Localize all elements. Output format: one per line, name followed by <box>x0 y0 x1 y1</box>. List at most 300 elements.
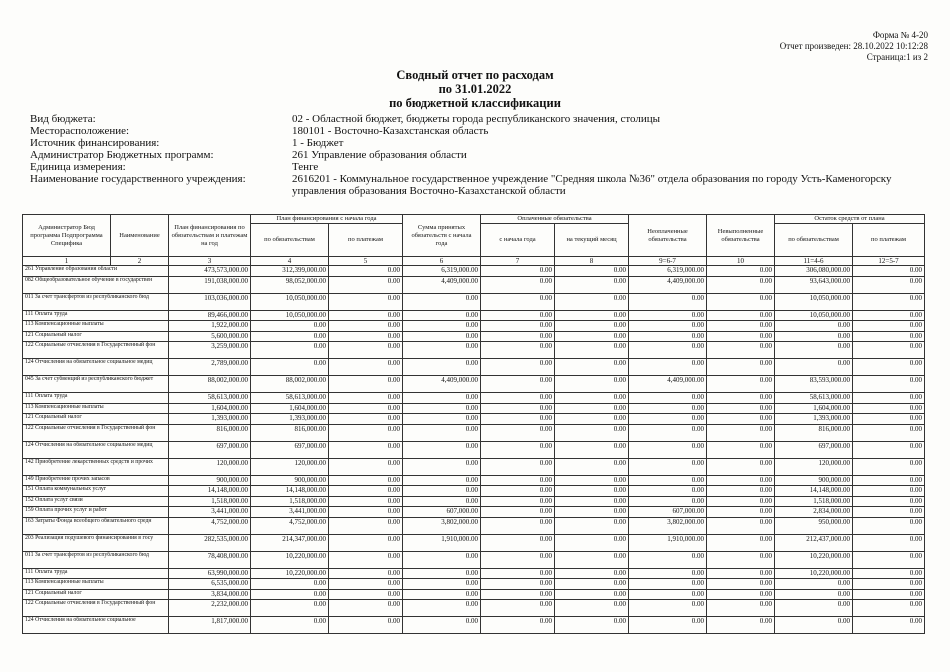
row-classification: 122 Социальные отчисления в Государственный фон <box>23 424 169 441</box>
cell-unperf: 0.00 <box>707 331 775 342</box>
row-classification: 045 За счет субвенций из республиканского бюджет <box>23 376 169 393</box>
cell-pay: 0.00 <box>329 600 403 617</box>
cell-p2: 0.00 <box>555 424 629 441</box>
cell-acc: 607,000.00 <box>403 507 481 518</box>
col-rem-payments: по платежам <box>853 224 925 257</box>
cell-unpaid: 0.00 <box>629 486 707 497</box>
cell-r2: 0.00 <box>853 359 925 376</box>
cell-plan: 5,600,000.00 <box>169 331 251 342</box>
cell-plan: 103,036,000.00 <box>169 293 251 310</box>
cell-unpaid: 0.00 <box>629 579 707 590</box>
cell-acc: 6,319,000.00 <box>403 266 481 277</box>
cell-plan: 120,000.00 <box>169 458 251 475</box>
table-row <box>23 496 925 507</box>
column-number: 12=5-7 <box>853 257 925 266</box>
column-number-row <box>23 257 925 266</box>
cell-p1: 0.00 <box>481 496 555 507</box>
col-admin: Администратор Бюд программа Подпрограмма Специфика <box>23 215 111 257</box>
info-value: 261 Управление образования области <box>292 149 467 161</box>
cell-unperf: 0.00 <box>707 376 775 393</box>
cell-p2: 0.00 <box>555 342 629 359</box>
cell-pay: 0.00 <box>329 376 403 393</box>
cell-obl: 312,399,000.00 <box>251 266 329 277</box>
table-row <box>23 441 925 458</box>
column-number: 9=6-7 <box>629 257 707 266</box>
table-row <box>23 393 925 404</box>
table-row <box>23 579 925 590</box>
cell-p2: 0.00 <box>555 551 629 568</box>
cell-r1: 1,393,000.00 <box>775 414 853 425</box>
column-number: 7 <box>481 257 555 266</box>
cell-unpaid: 0.00 <box>629 475 707 486</box>
cell-acc: 0.00 <box>403 414 481 425</box>
cell-r1: 212,437,000.00 <box>775 534 853 551</box>
cell-p1: 0.00 <box>481 359 555 376</box>
cell-plan: 1,817,000.00 <box>169 617 251 634</box>
cell-unperf: 0.00 <box>707 458 775 475</box>
cell-unperf: 0.00 <box>707 414 775 425</box>
info-label: Администратор Бюджетных программ: <box>30 149 214 161</box>
cell-r1: 950,000.00 <box>775 517 853 534</box>
page-counter: Страница:1 из 2 <box>866 52 928 62</box>
cell-unpaid: 0.00 <box>629 393 707 404</box>
cell-unperf: 0.00 <box>707 486 775 497</box>
col-by-payments: по платежам <box>329 224 403 257</box>
col-by-obligations: по обязательствам <box>251 224 329 257</box>
cell-unpaid: 0.00 <box>629 568 707 579</box>
cell-plan: 63,990,000.00 <box>169 568 251 579</box>
cell-p2: 0.00 <box>555 403 629 414</box>
row-classification: 122 Социальные отчисления в Государственный фон <box>23 342 169 359</box>
cell-r1: 93,643,000.00 <box>775 276 853 293</box>
cell-unperf: 0.00 <box>707 321 775 332</box>
cell-acc: 0.00 <box>403 475 481 486</box>
cell-acc: 0.00 <box>403 551 481 568</box>
cell-unperf: 0.00 <box>707 600 775 617</box>
row-classification: 082 Общеобразовательное обучение в государствен <box>23 276 169 293</box>
cell-acc: 0.00 <box>403 393 481 404</box>
cell-unpaid: 4,409,000.00 <box>629 276 707 293</box>
table-row <box>23 568 925 579</box>
cell-obl: 697,000.00 <box>251 441 329 458</box>
col-plan: План финансирования по обязательствам и платежам на год <box>169 215 251 257</box>
cell-unpaid: 0.00 <box>629 403 707 414</box>
cell-plan: 282,535,000.00 <box>169 534 251 551</box>
cell-unperf: 0.00 <box>707 551 775 568</box>
table-row <box>23 414 925 425</box>
cell-acc: 4,409,000.00 <box>403 276 481 293</box>
cell-p1: 0.00 <box>481 486 555 497</box>
cell-r2: 0.00 <box>853 441 925 458</box>
table-row <box>23 266 925 277</box>
column-number: 5 <box>329 257 403 266</box>
cell-r2: 0.00 <box>853 293 925 310</box>
cell-acc: 0.00 <box>403 403 481 414</box>
cell-unperf: 0.00 <box>707 424 775 441</box>
cell-r1: 83,593,000.00 <box>775 376 853 393</box>
cell-unpaid: 0.00 <box>629 414 707 425</box>
cell-pay: 0.00 <box>329 589 403 600</box>
cell-p2: 0.00 <box>555 568 629 579</box>
cell-r2: 0.00 <box>853 321 925 332</box>
cell-r2: 0.00 <box>853 424 925 441</box>
cell-r2: 0.00 <box>853 266 925 277</box>
row-classification: 151 Оплата коммунальных услуг <box>23 486 169 497</box>
cell-p1: 0.00 <box>481 458 555 475</box>
column-number: 8 <box>555 257 629 266</box>
cell-r2: 0.00 <box>853 310 925 321</box>
cell-r2: 0.00 <box>853 507 925 518</box>
cell-p1: 0.00 <box>481 507 555 518</box>
cell-r1: 0.00 <box>775 600 853 617</box>
cell-r2: 0.00 <box>853 331 925 342</box>
cell-acc: 4,409,000.00 <box>403 376 481 393</box>
cell-r1: 10,220,000.00 <box>775 568 853 579</box>
cell-p1: 0.00 <box>481 568 555 579</box>
cell-unperf: 0.00 <box>707 568 775 579</box>
cell-r2: 0.00 <box>853 403 925 414</box>
cell-pay: 0.00 <box>329 266 403 277</box>
table-row <box>23 403 925 414</box>
cell-obl: 4,752,000.00 <box>251 517 329 534</box>
cell-p2: 0.00 <box>555 331 629 342</box>
info-row <box>30 137 892 149</box>
cell-obl: 0.00 <box>251 321 329 332</box>
info-row <box>30 113 892 125</box>
column-number: 3 <box>169 257 251 266</box>
cell-unperf: 0.00 <box>707 507 775 518</box>
cell-acc: 0.00 <box>403 496 481 507</box>
info-label: Источник финансирования: <box>30 137 160 149</box>
cell-acc: 3,802,000.00 <box>403 517 481 534</box>
table-row <box>23 589 925 600</box>
col-unpaid: Неоплаченные обязательства <box>629 215 707 257</box>
cell-unperf: 0.00 <box>707 276 775 293</box>
cell-p1: 0.00 <box>481 331 555 342</box>
cell-p2: 0.00 <box>555 600 629 617</box>
cell-p2: 0.00 <box>555 276 629 293</box>
cell-r1: 306,080,000.00 <box>775 266 853 277</box>
cell-r1: 14,148,000.00 <box>775 486 853 497</box>
report-title <box>0 68 950 110</box>
cell-r1: 0.00 <box>775 579 853 590</box>
table-row <box>23 276 925 293</box>
cell-unperf: 0.00 <box>707 310 775 321</box>
cell-plan: 191,038,000.00 <box>169 276 251 293</box>
cell-pay: 0.00 <box>329 441 403 458</box>
cell-p2: 0.00 <box>555 321 629 332</box>
row-classification: 163 Затраты Фонда всеобщего обязательного средн <box>23 517 169 534</box>
form-number: Форма № 4-20 <box>872 30 928 40</box>
row-classification: 124 Отчисления на обязательное социальное медиц <box>23 359 169 376</box>
cell-acc: 0.00 <box>403 342 481 359</box>
cell-r1: 816,000.00 <box>775 424 853 441</box>
cell-p2: 0.00 <box>555 579 629 590</box>
cell-r1: 0.00 <box>775 342 853 359</box>
row-classification: 111 Оплата труда <box>23 310 169 321</box>
cell-unpaid: 0.00 <box>629 458 707 475</box>
table-row <box>23 507 925 518</box>
row-classification: 122 Социальные отчисления в Государственный фон <box>23 600 169 617</box>
cell-pay: 0.00 <box>329 331 403 342</box>
cell-plan: 3,834,000.00 <box>169 589 251 600</box>
cell-obl: 0.00 <box>251 342 329 359</box>
cell-pay: 0.00 <box>329 475 403 486</box>
col-paid-current-month: на текущий месяц <box>555 224 629 257</box>
cell-obl: 10,220,000.00 <box>251 551 329 568</box>
table-row <box>23 458 925 475</box>
row-classification: 113 Компенсационные выплаты <box>23 579 169 590</box>
cell-p1: 0.00 <box>481 403 555 414</box>
cell-unpaid: 0.00 <box>629 310 707 321</box>
cell-unperf: 0.00 <box>707 403 775 414</box>
cell-r1: 10,050,000.00 <box>775 293 853 310</box>
cell-unpaid: 0.00 <box>629 589 707 600</box>
table-row <box>23 551 925 568</box>
info-value: Тенге <box>292 161 319 173</box>
cell-unperf: 0.00 <box>707 293 775 310</box>
cell-acc: 0.00 <box>403 617 481 634</box>
table-row <box>23 331 925 342</box>
info-label: Единица измерения: <box>30 161 126 173</box>
cell-p1: 0.00 <box>481 517 555 534</box>
cell-pay: 0.00 <box>329 617 403 634</box>
cell-acc: 0.00 <box>403 600 481 617</box>
cell-r1: 1,518,000.00 <box>775 496 853 507</box>
cell-obl: 120,000.00 <box>251 458 329 475</box>
col-paid: Оплаченные обязательства <box>481 215 629 224</box>
table-row <box>23 310 925 321</box>
column-number: 4 <box>251 257 329 266</box>
table-row <box>23 424 925 441</box>
cell-p1: 0.00 <box>481 600 555 617</box>
cell-acc: 0.00 <box>403 579 481 590</box>
cell-obl: 0.00 <box>251 617 329 634</box>
cell-r1: 10,220,000.00 <box>775 551 853 568</box>
col-name: Наименование <box>111 215 169 257</box>
cell-plan: 900,000.00 <box>169 475 251 486</box>
cell-acc: 0.00 <box>403 331 481 342</box>
cell-obl: 14,148,000.00 <box>251 486 329 497</box>
cell-p2: 0.00 <box>555 534 629 551</box>
row-classification: 149 Приобретение прочих запасов <box>23 475 169 486</box>
column-number: 10 <box>707 257 775 266</box>
cell-acc: 0.00 <box>403 589 481 600</box>
report-meta <box>780 30 928 63</box>
cell-pay: 0.00 <box>329 458 403 475</box>
info-value: 1 - Бюджет <box>292 137 344 149</box>
cell-unperf: 0.00 <box>707 393 775 404</box>
cell-r2: 0.00 <box>853 496 925 507</box>
cell-unpaid: 3,802,000.00 <box>629 517 707 534</box>
cell-p1: 0.00 <box>481 424 555 441</box>
cell-p1: 0.00 <box>481 534 555 551</box>
cell-r2: 0.00 <box>853 276 925 293</box>
cell-r1: 120,000.00 <box>775 458 853 475</box>
cell-plan: 816,000.00 <box>169 424 251 441</box>
cell-p2: 0.00 <box>555 359 629 376</box>
cell-obl: 900,000.00 <box>251 475 329 486</box>
cell-pay: 0.00 <box>329 579 403 590</box>
cell-unpaid: 0.00 <box>629 424 707 441</box>
cell-p1: 0.00 <box>481 276 555 293</box>
cell-r1: 0.00 <box>775 617 853 634</box>
cell-obl: 0.00 <box>251 331 329 342</box>
cell-p2: 0.00 <box>555 393 629 404</box>
cell-r1: 10,050,000.00 <box>775 310 853 321</box>
cell-p1: 0.00 <box>481 579 555 590</box>
cell-pay: 0.00 <box>329 568 403 579</box>
cell-obl: 0.00 <box>251 589 329 600</box>
title-line-2: по 31.01.2022 <box>438 82 512 96</box>
cell-obl: 0.00 <box>251 579 329 590</box>
row-classification: 152 Оплата услуг связи <box>23 496 169 507</box>
row-classification: 011 За счет трансфертов из республиканского бюд <box>23 293 169 310</box>
cell-r1: 0.00 <box>775 589 853 600</box>
cell-unperf: 0.00 <box>707 534 775 551</box>
cell-pay: 0.00 <box>329 310 403 321</box>
cell-p1: 0.00 <box>481 414 555 425</box>
cell-r2: 0.00 <box>853 414 925 425</box>
row-classification: 113 Компенсационные выплаты <box>23 403 169 414</box>
cell-p2: 0.00 <box>555 517 629 534</box>
cell-unperf: 0.00 <box>707 359 775 376</box>
info-label: Месторасположение: <box>30 125 130 137</box>
cell-p1: 0.00 <box>481 321 555 332</box>
cell-unpaid: 0.00 <box>629 342 707 359</box>
table-row <box>23 486 925 497</box>
cell-p1: 0.00 <box>481 376 555 393</box>
expense-table <box>22 214 925 634</box>
cell-unpaid: 1,910,000.00 <box>629 534 707 551</box>
cell-unpaid: 0.00 <box>629 331 707 342</box>
cell-r2: 0.00 <box>853 600 925 617</box>
cell-unpaid: 4,409,000.00 <box>629 376 707 393</box>
table-row <box>23 517 925 534</box>
cell-obl: 214,347,000.00 <box>251 534 329 551</box>
cell-pay: 0.00 <box>329 551 403 568</box>
cell-obl: 10,050,000.00 <box>251 293 329 310</box>
cell-acc: 0.00 <box>403 424 481 441</box>
cell-r1: 900,000.00 <box>775 475 853 486</box>
cell-plan: 88,002,000.00 <box>169 376 251 393</box>
cell-pay: 0.00 <box>329 403 403 414</box>
cell-p2: 0.00 <box>555 486 629 497</box>
column-number: 2 <box>111 257 169 266</box>
row-classification: 113 Компенсационные выплаты <box>23 321 169 332</box>
table-row <box>23 376 925 393</box>
row-classification: 111 Оплата труда <box>23 568 169 579</box>
table-row <box>23 600 925 617</box>
cell-r2: 0.00 <box>853 579 925 590</box>
table-row <box>23 293 925 310</box>
cell-p1: 0.00 <box>481 441 555 458</box>
cell-r1: 0.00 <box>775 321 853 332</box>
cell-p1: 0.00 <box>481 475 555 486</box>
table-row <box>23 617 925 634</box>
info-row <box>30 149 892 161</box>
column-number: 6 <box>403 257 481 266</box>
cell-plan: 473,573,000.00 <box>169 266 251 277</box>
info-value: 02 - Областной бюджет, бюджеты города республиканского значения, столицы <box>292 113 661 125</box>
row-classification: 124 Отчисления на обязательное социальное медиц <box>23 441 169 458</box>
col-plan-from-start: План финансирования с начала года <box>251 215 403 224</box>
cell-r1: 58,613,000.00 <box>775 393 853 404</box>
row-classification: 121 Социальный налог <box>23 331 169 342</box>
cell-p1: 0.00 <box>481 589 555 600</box>
cell-pay: 0.00 <box>329 507 403 518</box>
cell-p2: 0.00 <box>555 266 629 277</box>
cell-obl: 10,220,000.00 <box>251 568 329 579</box>
cell-unpaid: 0.00 <box>629 496 707 507</box>
cell-p2: 0.00 <box>555 414 629 425</box>
cell-plan: 1,922,000.00 <box>169 321 251 332</box>
info-value: 2616201 - Коммунальное государственное учреждение "Средняя школа №36" отдела образования по городу Усть-Каменогорску управления образования Восточно-Казахстанской области <box>292 173 892 197</box>
cell-r2: 0.00 <box>853 617 925 634</box>
cell-p2: 0.00 <box>555 475 629 486</box>
cell-acc: 0.00 <box>403 321 481 332</box>
cell-r1: 0.00 <box>775 331 853 342</box>
cell-plan: 58,613,000.00 <box>169 393 251 404</box>
cell-unpaid: 607,000.00 <box>629 507 707 518</box>
cell-p1: 0.00 <box>481 551 555 568</box>
cell-plan: 3,259,000.00 <box>169 342 251 359</box>
cell-unpaid: 0.00 <box>629 617 707 634</box>
cell-unpaid: 0.00 <box>629 293 707 310</box>
cell-pay: 0.00 <box>329 321 403 332</box>
cell-unperf: 0.00 <box>707 475 775 486</box>
cell-p1: 0.00 <box>481 617 555 634</box>
cell-unperf: 0.00 <box>707 441 775 458</box>
table-row <box>23 359 925 376</box>
info-row <box>30 125 892 137</box>
cell-unperf: 0.00 <box>707 266 775 277</box>
cell-obl: 1,604,000.00 <box>251 403 329 414</box>
column-number: 11=4-6 <box>775 257 853 266</box>
cell-acc: 0.00 <box>403 441 481 458</box>
cell-plan: 89,466,000.00 <box>169 310 251 321</box>
cell-pay: 0.00 <box>329 342 403 359</box>
cell-obl: 0.00 <box>251 600 329 617</box>
cell-p1: 0.00 <box>481 393 555 404</box>
cell-acc: 0.00 <box>403 458 481 475</box>
cell-r2: 0.00 <box>853 534 925 551</box>
cell-p2: 0.00 <box>555 496 629 507</box>
row-classification: 142 Приобретение лекарственных средств и прочих <box>23 458 169 475</box>
cell-r1: 697,000.00 <box>775 441 853 458</box>
cell-plan: 2,232,000.00 <box>169 600 251 617</box>
cell-r2: 0.00 <box>853 393 925 404</box>
cell-p1: 0.00 <box>481 293 555 310</box>
cell-plan: 78,408,000.00 <box>169 551 251 568</box>
cell-p2: 0.00 <box>555 293 629 310</box>
cell-r2: 0.00 <box>853 342 925 359</box>
cell-unperf: 0.00 <box>707 589 775 600</box>
col-unperformed: Невыполненные обязательства <box>707 215 775 257</box>
cell-obl: 1,518,000.00 <box>251 496 329 507</box>
cell-r2: 0.00 <box>853 486 925 497</box>
cell-acc: 0.00 <box>403 293 481 310</box>
row-classification: 121 Социальный налог <box>23 414 169 425</box>
col-remainder: Остаток средств от плана <box>775 215 925 224</box>
report-info <box>30 113 892 197</box>
report-produced: Отчет произведен: 28.10.2022 10:12:28 <box>779 41 928 51</box>
table-row <box>23 342 925 359</box>
row-classification: 121 Социальный налог <box>23 589 169 600</box>
cell-unperf: 0.00 <box>707 342 775 359</box>
row-classification: 011 За счет трансфертов из республиканского бюд <box>23 551 169 568</box>
cell-acc: 1,910,000.00 <box>403 534 481 551</box>
